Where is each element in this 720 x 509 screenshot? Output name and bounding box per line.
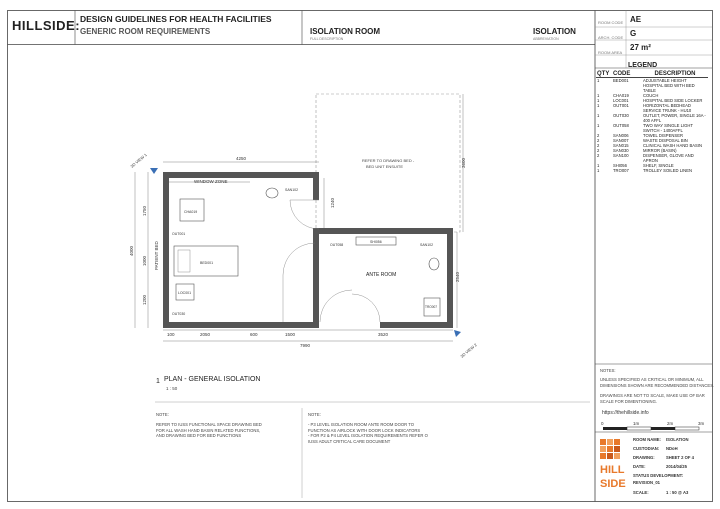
document-title: DESIGN GUIDELINES FOR HEALTH FACILITIES — [80, 14, 272, 24]
dim-b1: 100 — [167, 332, 175, 337]
legend-cell-code: CHA019 — [613, 93, 629, 98]
basin-label-1: SAN102 — [285, 188, 299, 192]
ensuite-note-line-1: REFER TO DRAWING BED - — [362, 158, 415, 163]
legend-cell-code: OUT030 — [613, 113, 629, 118]
legend-cell-code: LOC001 — [613, 98, 629, 103]
legend-cell-qty: 1 — [597, 103, 600, 108]
ante-room-label: ANTE ROOM — [366, 272, 397, 278]
dim-left-a: 1750 — [142, 205, 147, 216]
legend-cell-desc: TOWEL DISPENSER — [643, 133, 684, 138]
dim-b5: 3520 — [378, 332, 389, 337]
legend-header-description: DESCRIPTION — [642, 72, 708, 78]
scale-bar — [600, 420, 710, 434]
bed-label: BED001 — [200, 261, 214, 265]
legend-cell-qty: 1 — [597, 113, 600, 118]
info-custodian: NDoH — [666, 446, 678, 451]
scale-tick-1: 1m — [633, 421, 640, 426]
legend-title: LEGEND — [628, 62, 658, 69]
note-line: DRAWINGS ARE NOT TO SCALE, MAKE USE OF BAR — [600, 393, 705, 398]
info-room-name: ISOLATION — [666, 437, 689, 442]
dim-b4: 1500 — [285, 332, 296, 337]
dim-right-lower: 2540 — [455, 271, 460, 282]
note-left-heading: NOTE: — [156, 412, 169, 417]
legend-cell-desc: WASTE DISPOSAL BIN — [643, 138, 688, 143]
brand-name: HILLSIDE: — [12, 18, 81, 33]
legend-cell-code: OUT058 — [613, 123, 629, 128]
legend-cell-qty: 2 — [597, 138, 600, 143]
note-line: REFER TO IUSS FUNCTIONAL SPACE DRAWING BED — [156, 422, 262, 427]
note-line: - FOR P2 & P4 LEVEL ISOLATION REQUIREMENTS REFER O — [308, 433, 428, 438]
note-line: FUNCTION AS AIRLOCK WITH DOOR LOCK INDICATORS — [308, 427, 421, 433]
note-line: IUSS ADULT CRITICAL CARE DOCUMENT — [308, 438, 391, 444]
view-1-marker — [150, 168, 158, 174]
hillside-logo — [598, 437, 630, 491]
power-outlet-label: OUT030 — [172, 312, 186, 316]
legend-cell-code: TRO007 — [613, 168, 629, 173]
plan-title: PLAN - GENERAL ISOLATION — [164, 376, 261, 383]
legend-cell-desc: SHELF, SINGLE — [643, 163, 674, 168]
plan-scale: 1 : 50 — [166, 386, 178, 391]
legend-cell-qty: 2 — [597, 153, 600, 158]
room-area-label: ROOM AREA — [598, 50, 623, 55]
basin-label-2: SAN102 — [420, 243, 434, 247]
legend-cell-desc: COUCH — [643, 93, 659, 98]
dim-right-top: 3600 — [461, 157, 466, 168]
note-right-heading: NOTES: — [600, 368, 616, 373]
legend-cell-qty: 1 — [597, 93, 600, 98]
info-room-name-label: ROOM NAME: — [633, 437, 661, 442]
walls — [163, 172, 453, 328]
logo-line-1: HILL — [600, 464, 625, 476]
room-area-value: 27 m² — [630, 43, 651, 52]
legend-cell-qty: 1 — [597, 163, 600, 168]
legend-cell-code: BED001 — [613, 78, 629, 83]
note-line: FOR ALL WASH HAND BASIN RELATED FUNCTIONS, — [156, 427, 261, 433]
info-scale: 1 : 50 @ A3 — [666, 490, 689, 495]
legend-cell-desc: HORIZONTAL BEDHEAD SERVICE TRUNK - HU10 — [643, 103, 692, 113]
wash-basin-2 — [429, 258, 439, 270]
dim-left-c: 1200 — [142, 294, 147, 305]
legend-cell-desc: HOSPITAL BED SIDE LOCKER — [643, 98, 703, 103]
room-full-name-caption: FULL DESCRIPTION — [310, 37, 344, 41]
legend-header-code: CODE — [612, 72, 642, 78]
couch-label: CHA019 — [184, 210, 198, 214]
ensuite-note-line-2: BED UNIT ENSUITE — [366, 164, 404, 169]
document-subtitle: GENERIC ROOM REQUIREMENTS — [80, 27, 211, 36]
website-link[interactable]: https://thehillside.info — [602, 410, 649, 416]
legend-cell-desc: TWO WAY SINGLE LIGHT SWITCH - 1400AFFL — [643, 123, 693, 133]
room-full-name: ISOLATION ROOM — [310, 27, 381, 36]
wash-basin-1 — [266, 188, 278, 198]
legend-cell-qty: 1 — [597, 78, 600, 83]
note-line: SCALE FOR DIMENTIONING. — [600, 398, 658, 404]
legend-header-qty: QTY — [596, 72, 612, 78]
room-code-label: ROOM CODE — [598, 20, 624, 25]
note-line: DIMENSIONS SHOWN ARE RECOMMENDED DISTANCES. — [600, 382, 715, 388]
arch-code-label: ARCH. CODE — [598, 35, 624, 40]
room-abbreviation: ISOLATION — [533, 27, 576, 36]
legend-cell-code: OUT001 — [613, 103, 629, 108]
note-left — [156, 422, 262, 439]
dimension-lines — [135, 94, 463, 341]
legend-cell-qty: 1 — [597, 123, 600, 128]
bedhead-trunk-label: OUT001 — [172, 232, 186, 236]
legend-cell-qty: 2 — [597, 133, 600, 138]
info-custodian-label: CUSTODIAN: — [633, 446, 660, 451]
legend-cell-desc: DISPENSER, GLOVE AND APRON — [643, 153, 694, 163]
switch-label: OUT058 — [330, 243, 344, 247]
dim-left-total: 4000 — [129, 245, 134, 256]
info-scale-label: SCALE: — [633, 490, 649, 495]
door-swings — [283, 200, 380, 322]
legend-cell-desc: CLINICAL WASH HAND BASIN — [643, 143, 703, 148]
info-status: REVISION_01 — [633, 480, 660, 485]
note-mid — [308, 422, 428, 444]
shelf-label: SHI056 — [370, 240, 382, 244]
view-2-label: 3D VIEW 2 — [459, 342, 478, 359]
legend-cell-qty: 1 — [597, 98, 600, 103]
legend-cell-desc: OUTLET, POWER, SINGLE 16A - 400 AFFL — [643, 113, 706, 123]
dim-b3: 600 — [250, 332, 258, 337]
legend-cell-code: SAN100 — [613, 153, 629, 158]
legend-cell-code: SAN007 — [613, 138, 629, 143]
info-status-label: STATUS DEVELOPMENT: — [633, 473, 684, 478]
legend-cell-desc: TROLLEY SOILED LINEN — [643, 168, 693, 173]
arch-code-value: G — [630, 29, 637, 38]
note-right — [600, 377, 714, 404]
note-line: AND DRAWING BED FOR BED FUNCTIONS — [156, 433, 242, 438]
ensuite-outline — [316, 94, 460, 232]
scale-tick-3: 3m — [698, 421, 705, 426]
logo-line-2: SIDE — [600, 478, 626, 490]
dim-left-b: 1000 — [142, 255, 147, 266]
legend-cell-desc: MIRROR (BASIN) — [643, 148, 677, 153]
legend-cell-code: SHI056 — [613, 163, 627, 168]
trolley-label: TRO007 — [425, 305, 438, 309]
dim-total: 7990 — [300, 343, 311, 348]
legend-cell-qty: 2 — [597, 148, 600, 153]
legend-cell-code: SAN030 — [613, 148, 629, 153]
info-date: 2014/04/25 — [666, 464, 687, 469]
legend-cell-code: SAN015 — [613, 143, 629, 148]
info-drawing-label: DRAWING: — [633, 455, 655, 460]
legend-cell-qty: 1 — [597, 168, 600, 173]
patient-bed-label: PATIENT BED — [154, 241, 159, 270]
legend-cell-code: SAN006 — [613, 133, 629, 138]
room-code-value: AE — [630, 15, 642, 24]
dim-door: 1240 — [330, 197, 335, 208]
view-2-marker — [454, 330, 461, 337]
view-1-label: 3D VIEW 1 — [129, 152, 148, 169]
plan-number: 1 — [156, 378, 160, 385]
locker-label: LOC001 — [178, 291, 192, 295]
legend-cell-desc: ADJUSTABLE HEIGHT HOSPITAL BED WITH BED TABLE — [643, 78, 695, 93]
scale-tick-2: 2m — [667, 421, 674, 426]
scale-tick-0: 0 — [601, 421, 604, 426]
note-mid-heading: NOTE: — [308, 412, 321, 417]
room-abbreviation-caption: ABBREVIATION — [533, 37, 559, 41]
legend-cell-qty: 2 — [597, 143, 600, 148]
dim-top: 4250 — [236, 156, 247, 161]
note-line: - P3 LEVEL ISOLATION ROOM ANTE ROOM DOOR TO — [308, 422, 414, 427]
dim-b2: 2050 — [200, 332, 211, 337]
info-drawing: SHEET 2 OF 4 — [666, 455, 694, 460]
bed-pillow — [178, 250, 190, 272]
window-zone-label: WINDOW ZONE — [194, 179, 228, 184]
note-line: UNLESS SPECIFIED AS CRITICAL OR MINIMUM, ALL — [600, 377, 704, 382]
info-date-label: DATE: — [633, 464, 646, 469]
